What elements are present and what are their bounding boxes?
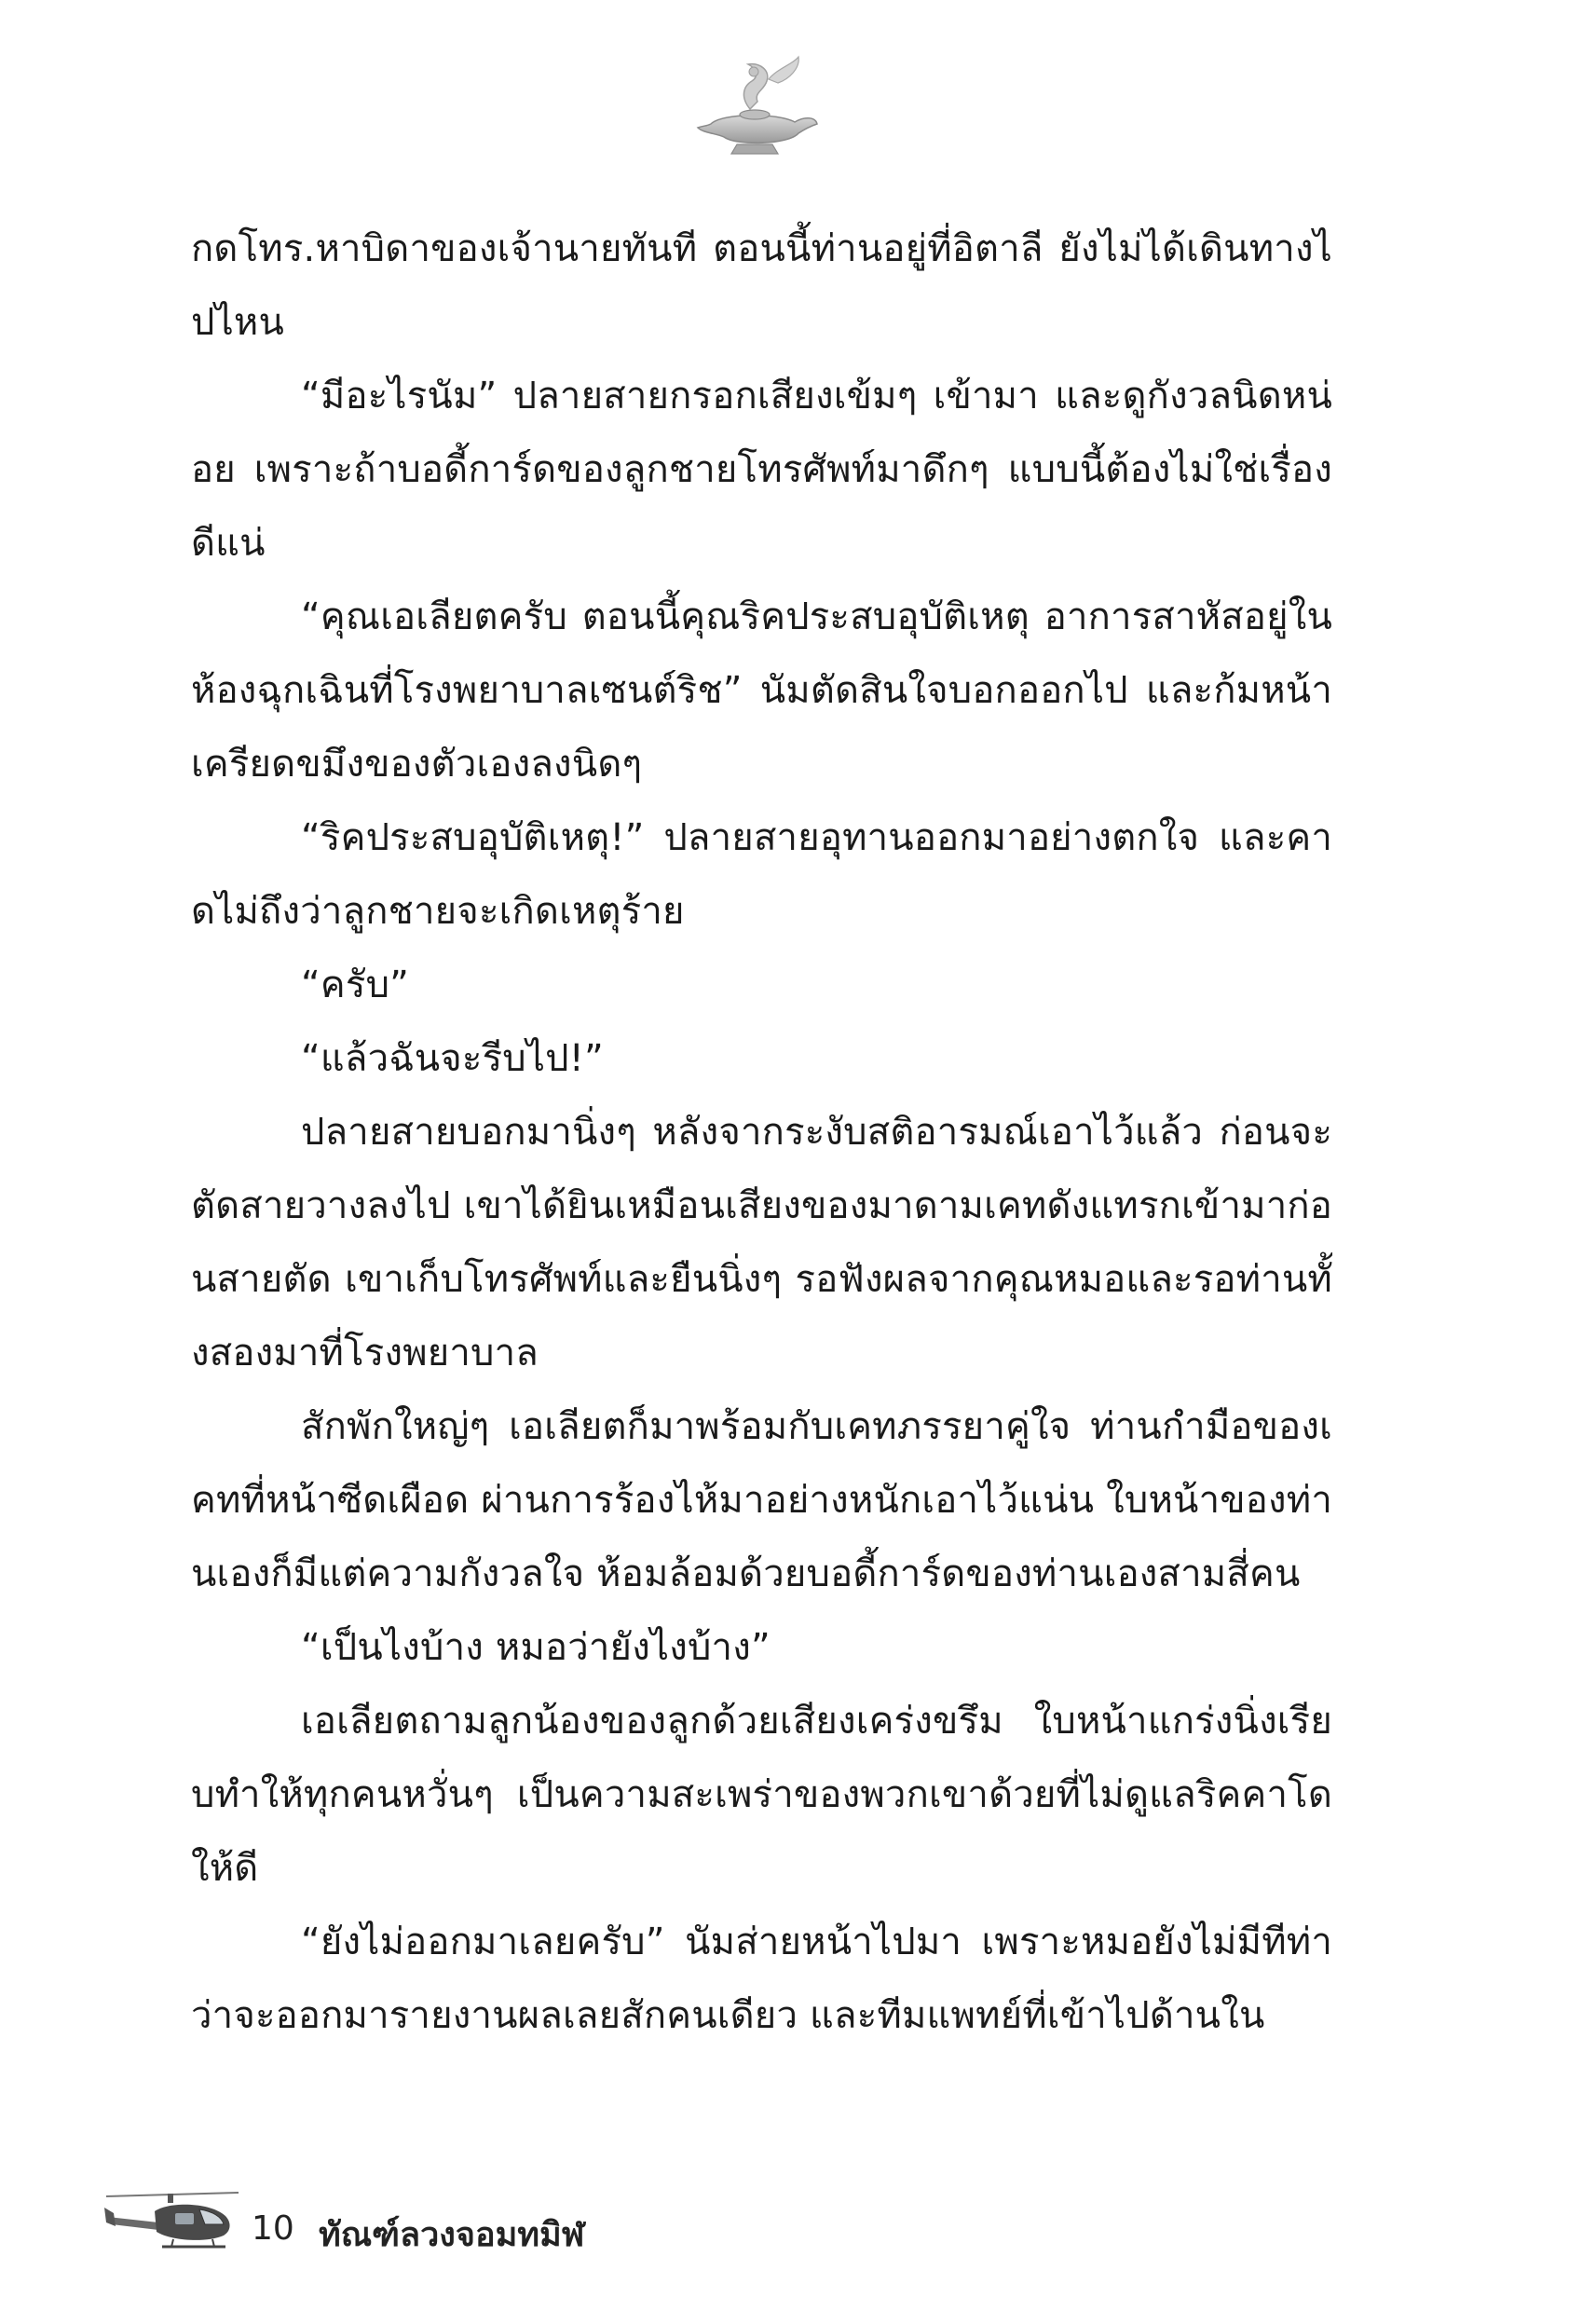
paragraph: “ยังไม่ออกมาเลยครับ” นัมส่ายหน้าไปมา เพราะหมอยังไม่มีทีท่าว่าจะออกมารายงานผลเลยสักคนเดียว และทีมแพทย์ที่เข้าไปด้านใน [191,1921,1332,2037]
paragraph: “ครับ” [301,964,410,1006]
paragraph: “มีอะไรนัม” ปลายสายกรอกเสียงเข้มๆ เข้ามา และดูกังวลนิดหน่อย เพราะถ้าบอดี้การ์ดของลูกชายโทรศัพท์มาดึกๆ แบบนี้ต้องไม่ใช่เรื่องดีแน่ [191,375,1332,565]
book-title: ทัณฑ์ลวงจอมทมิฬ [319,2215,585,2254]
chapter-body [191,212,1332,2160]
paragraph: “คุณเอเลียตครับ ตอนนี้คุณริคประสบอุบัติเหตุ อาการสาหัสอยู่ในห้องฉุกเฉินที่โรงพยาบาลเซนต์ริช” นัมตัดสินใจบอกออกไป และก้มหน้าเครียดขมึงของตัวเองลงนิดๆ [191,595,1332,786]
page-footer [102,2185,941,2269]
paragraph: เอเลียตถามลูกน้องของลูกด้วยเสียงเคร่งขรึม ใบหน้าแกร่งนิ่งเรียบทำให้ทุกคนหวั่นๆ เป็นความสะเพร่าของพวกเขาด้วยที่ไม่ดูแลริคคาโดให้ดี [191,1700,1332,1890]
paragraph: “เป็นไงบ้าง หมอว่ายังไงบ้าง” [301,1626,771,1669]
paragraph: “ริคประสบอุบัติเหตุ!” ปลายสายอุทานออกมาอย่างตกใจ และคาดไม่ถึงว่าลูกชายจะเกิดเหตุร้าย [191,816,1332,933]
paragraph: ปลายสายบอกมานิ่งๆ หลังจากระงับสติอารมณ์เอาไว้แล้ว ก่อนจะตัดสายวางลงไป เขาได้ยินเหมือนเสียงของมาดามเคทดังแทรกเข้ามาก่อนสายตัด เขาเก็บโทรศัพท์และยืนนิ่งๆ รอฟังผลจากคุณหมอและรอท่านทั้งสองมาที่โรงพยาบาล [191,1111,1332,1374]
genie-lamp-icon [685,51,825,163]
page-number: 10 [252,2209,294,2248]
helicopter-icon [102,2185,242,2260]
paragraph: กดโทร.หาบิดาของเจ้านายทันที ตอนนี้ท่านอยู่ที่อิตาลี ยังไม่ได้เดินทางไปไหน [191,227,1332,344]
paragraph: สักพักใหญ่ๆ เอเลียตก็มาพร้อมกับเคทภรรยาคู่ใจ ท่านกำมือของเคทที่หน้าซีดเผือด ผ่านการร้องไห้มาอย่างหนักเอาไว้แน่น ใบหน้าของท่านเองก็มีแต่ความกังวลใจ ห้อมล้อมด้วยบอดี้การ์ดของท่านเองสามสี่คน [191,1405,1332,1595]
paragraph: “แล้วฉันจะรีบไป!” [301,1037,604,1080]
